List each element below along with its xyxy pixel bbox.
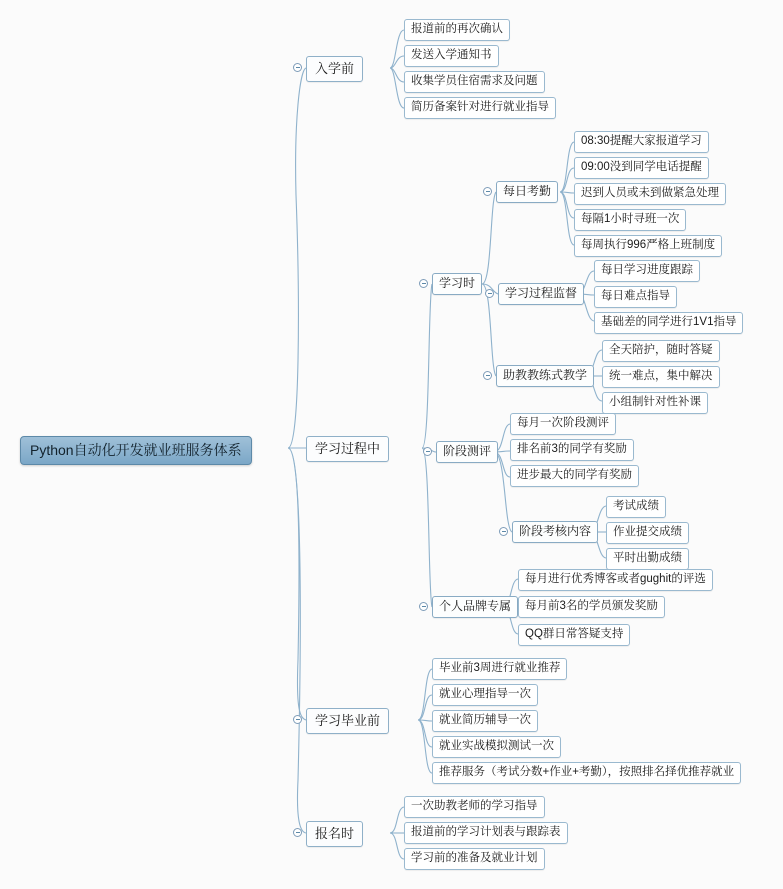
sub-branch-node-xuexishi[interactable] (432, 273, 482, 295)
leaf-label: 一次助教老师的学习指导 (411, 800, 538, 812)
leaf-label: 学习前的准备及就业计划 (411, 852, 538, 864)
sub-branch-label: 学习时 (439, 276, 476, 290)
leaf-label: 就业实战模拟测试一次 (439, 740, 554, 752)
leaf-node[interactable] (518, 569, 713, 591)
leaf-node[interactable] (404, 796, 545, 818)
sub-branch-node-gerenpinpai[interactable] (432, 596, 518, 618)
leaf-node[interactable] (432, 736, 561, 758)
leaf-label: 全天陪护，随时答疑 (609, 344, 713, 356)
collapse-toggle-jieduanceping[interactable] (423, 447, 432, 456)
leaf-node[interactable] (510, 465, 639, 487)
branch-node-baomingshi[interactable] (306, 821, 363, 847)
leaf-label: 09:00没到同学电话提醒 (581, 161, 702, 173)
leaf-node[interactable] (432, 762, 741, 784)
leaf-node[interactable] (594, 312, 743, 334)
leaf-node[interactable] (510, 413, 616, 435)
branch-label: 报名时 (315, 826, 355, 841)
leaf-label: 迟到人员或未到做紧急处理 (581, 187, 719, 199)
leaf-label: 每月一次阶段测评 (517, 417, 609, 429)
leaf-node[interactable] (404, 45, 499, 67)
collapse-toggle-ruxueqian[interactable] (293, 63, 302, 72)
leaf-node[interactable] (432, 710, 538, 732)
leaf-label: 推荐服务（考试分数+作业+考勤），按照排名择优推荐就业 (439, 766, 735, 778)
leaf-node[interactable] (574, 209, 686, 231)
leaf-node[interactable] (574, 183, 726, 205)
collapse-toggle-baomingshi[interactable] (293, 828, 302, 837)
collapse-toggle-meirikaoqin[interactable] (483, 187, 492, 196)
leaf-node[interactable] (594, 286, 677, 308)
sub-branch-label: 个人品牌专属 (439, 599, 512, 613)
leaf-label: 小组制针对性补课 (609, 396, 701, 408)
leaf-node[interactable] (602, 392, 708, 414)
leaf-node[interactable] (574, 157, 709, 179)
collapse-toggle-gerenpinpai[interactable] (419, 602, 428, 611)
branch-node-ruxueqian[interactable] (306, 56, 363, 82)
leaf-node[interactable] (606, 496, 666, 518)
branch-label: 学习毕业前 (315, 713, 381, 728)
sub-branch-label: 阶段测评 (443, 444, 492, 458)
leaf-label: 每月进行优秀博客或者gughit的评选 (525, 573, 706, 585)
root-label: Python自动化开发就业班服务体系 (30, 442, 242, 458)
leaf-label: 就业简历辅导一次 (439, 714, 531, 726)
leaf-node[interactable] (510, 439, 634, 461)
leaf-node[interactable] (518, 624, 630, 646)
leaf-node[interactable] (594, 260, 700, 282)
leaf-label: 统一难点，集中解决 (609, 370, 713, 382)
sub-branch-node-jieduankaohe[interactable] (512, 521, 598, 543)
sub-branch-label: 助教教练式教学 (503, 368, 588, 382)
leaf-node[interactable] (574, 235, 722, 257)
sub-branch-node-zhujiaojiaolianshijiaoxue[interactable] (496, 365, 594, 387)
collapse-toggle-biyeqian[interactable] (293, 715, 302, 724)
leaf-node[interactable] (404, 848, 545, 870)
branch-node-xuexiguochengzhong[interactable] (306, 436, 389, 462)
branch-label: 入学前 (315, 61, 355, 76)
collapse-toggle-xuexishi[interactable] (419, 279, 428, 288)
branch-label: 学习过程中 (315, 441, 381, 456)
sub-branch-node-jieduanceping[interactable] (436, 441, 498, 463)
sub-branch-label: 每日考勤 (503, 184, 552, 198)
sub-branch-node-meirikaoqin[interactable] (496, 181, 558, 203)
mindmap-root-node[interactable] (20, 436, 252, 465)
leaf-label: 作业提交成绩 (613, 526, 682, 538)
leaf-label: 每隔1小时寻班一次 (581, 213, 680, 225)
leaf-label: 收集学员住宿需求及问题 (411, 75, 538, 87)
collapse-toggle-jieduankaohe[interactable] (499, 527, 508, 536)
leaf-label: 每周执行996严格上班制度 (581, 239, 716, 251)
leaf-label: 排名前3的同学有奖励 (517, 443, 627, 455)
leaf-node[interactable] (574, 131, 709, 153)
leaf-label: 每月前3名的学员颁发奖励 (525, 600, 658, 612)
leaf-label: 每日学习进度跟踪 (601, 264, 693, 276)
leaf-label: 平时出勤成绩 (613, 552, 682, 564)
leaf-label: 就业心理指导一次 (439, 688, 531, 700)
leaf-node[interactable] (404, 97, 556, 119)
branch-node-biyeqian[interactable] (306, 708, 389, 734)
leaf-node[interactable] (518, 596, 665, 618)
leaf-label: 基础差的同学进行1V1指导 (601, 316, 737, 328)
leaf-node[interactable] (606, 548, 689, 570)
collapse-toggle-zhujiaojiaolianshijiaoxue[interactable] (483, 371, 492, 380)
leaf-label: 考试成绩 (613, 500, 659, 512)
leaf-label: 发送入学通知书 (411, 49, 492, 61)
leaf-label: 毕业前3周进行就业推荐 (439, 662, 561, 674)
leaf-node[interactable] (404, 71, 545, 93)
leaf-label: 报道前的学习计划表与跟踪表 (411, 826, 561, 838)
collapse-toggle-xuexiguochengjiandu[interactable] (485, 289, 494, 298)
leaf-label: 08:30提醒大家报道学习 (581, 135, 702, 147)
sub-branch-label: 阶段考核内容 (519, 524, 592, 538)
leaf-label: 简历备案针对进行就业指导 (411, 101, 549, 113)
leaf-label: 报道前的再次确认 (411, 23, 503, 35)
leaf-node[interactable] (602, 366, 720, 388)
leaf-label: 每日难点指导 (601, 290, 670, 302)
leaf-node[interactable] (404, 19, 510, 41)
leaf-node[interactable] (602, 340, 720, 362)
leaf-node[interactable] (606, 522, 689, 544)
leaf-node[interactable] (432, 684, 538, 706)
leaf-label: 进步最大的同学有奖励 (517, 469, 632, 481)
leaf-node[interactable] (404, 822, 568, 844)
sub-branch-node-xuexiguochengjiandu[interactable] (498, 283, 584, 305)
sub-branch-label: 学习过程监督 (505, 286, 578, 300)
leaf-node[interactable] (432, 658, 567, 680)
leaf-label: QQ群日常答疑支持 (525, 628, 624, 640)
